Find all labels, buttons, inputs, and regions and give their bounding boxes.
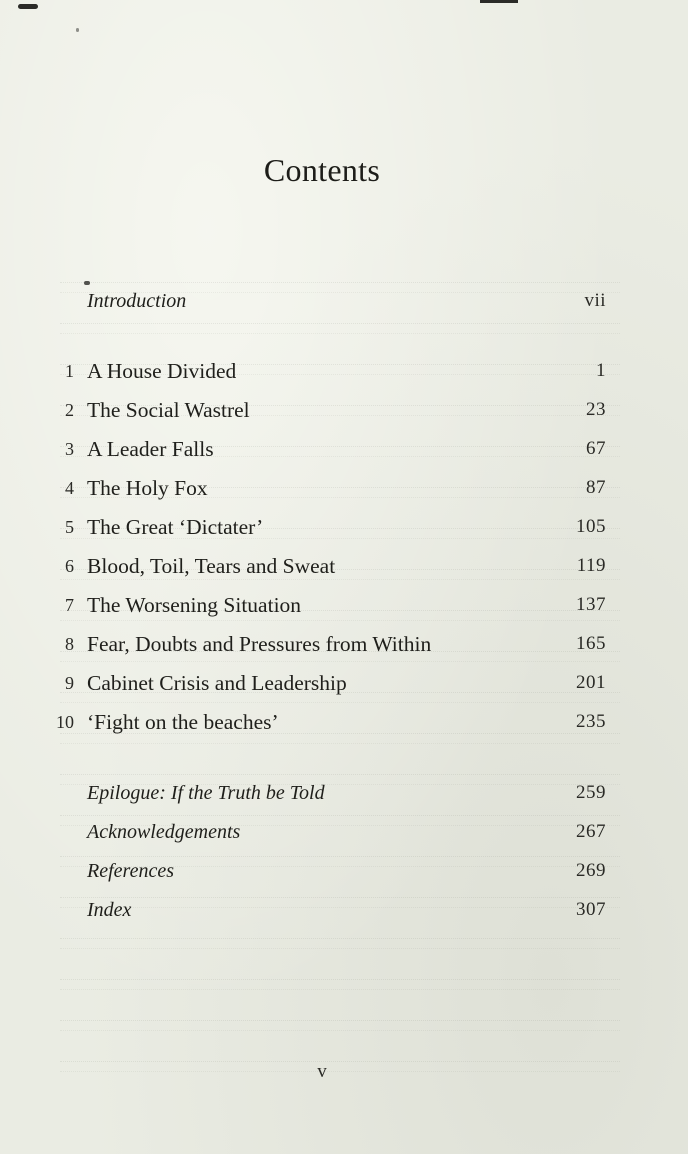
chapter-number: 5 [65,517,74,537]
chapter-title: ‘Fight on the beaches’ [87,710,279,734]
chapter-title: A House Divided [87,359,237,383]
toc-chapter-8 [0,629,688,659]
toc-entry-title: Acknowledgements [87,821,241,843]
ink-mark-top-left [18,4,38,9]
chapter-page: 235 [576,711,606,732]
chapter-page: 1 [596,360,606,381]
toc-chapter-2 [0,395,688,425]
chapter-title: The Worsening Situation [87,593,302,617]
toc-entry-page: 259 [576,782,606,803]
toc-entry-page: 269 [576,860,606,881]
toc-entry-introduction [0,286,688,316]
chapter-number: 3 [65,439,74,459]
toc-chapter-9 [0,668,688,698]
chapter-number: 8 [65,634,74,654]
chapter-number: 2 [65,400,74,420]
toc-entry-title: Introduction [87,290,187,312]
chapter-title: Cabinet Crisis and Leadership [87,671,347,695]
chapter-page: 23 [586,399,606,420]
chapter-title: The Holy Fox [87,476,208,500]
page-title: Contents [263,152,381,188]
toc-chapter-4 [0,473,688,503]
toc-entry-title: References [87,860,174,882]
chapter-number: 6 [65,556,74,576]
chapter-page: 105 [576,516,606,537]
page-folio: v [317,1061,327,1082]
toc-chapter-10 [0,707,688,737]
chapter-page: 119 [576,555,606,576]
chapter-title: The Social Wastrel [87,398,250,422]
chapter-title: Blood, Toil, Tears and Sweat [87,554,336,578]
toc-chapter-7 [0,590,688,620]
toc-entry-acknowledgements [0,817,688,847]
chapter-page: 201 [576,672,606,693]
chapter-number: 7 [65,595,74,615]
toc-chapter-1 [0,356,688,386]
toc-entry-page: 267 [576,821,606,842]
toc-entry-title: Index [87,899,132,921]
chapter-page: 87 [586,477,606,498]
chapter-number: 4 [65,478,74,498]
toc-chapter-6 [0,551,688,581]
toc-entry-references [0,856,688,886]
chapter-page: 165 [576,633,606,654]
chapter-title: The Great ‘Dictater’ [87,515,264,539]
toc-entry-epilogue [0,778,688,808]
toc-chapter-5 [0,512,688,542]
chapter-number: 9 [65,673,74,693]
toc-entry-page: 307 [576,899,606,920]
toc-chapter-3 [0,434,688,464]
ink-speck-2 [84,281,90,285]
chapter-page: 137 [576,594,606,615]
chapter-page: 67 [586,438,606,459]
chapter-number: 1 [65,361,74,381]
chapter-number: 10 [56,712,74,732]
chapter-title: A Leader Falls [87,437,214,461]
chapter-title: Fear, Doubts and Pressures from Within [87,632,432,656]
toc-entry-index [0,895,688,925]
ink-mark-top-center [480,0,518,3]
toc-entry-title: Epilogue: If the Truth be Told [87,782,325,804]
ink-speck [76,28,79,32]
toc-entry-page: vii [584,290,606,311]
